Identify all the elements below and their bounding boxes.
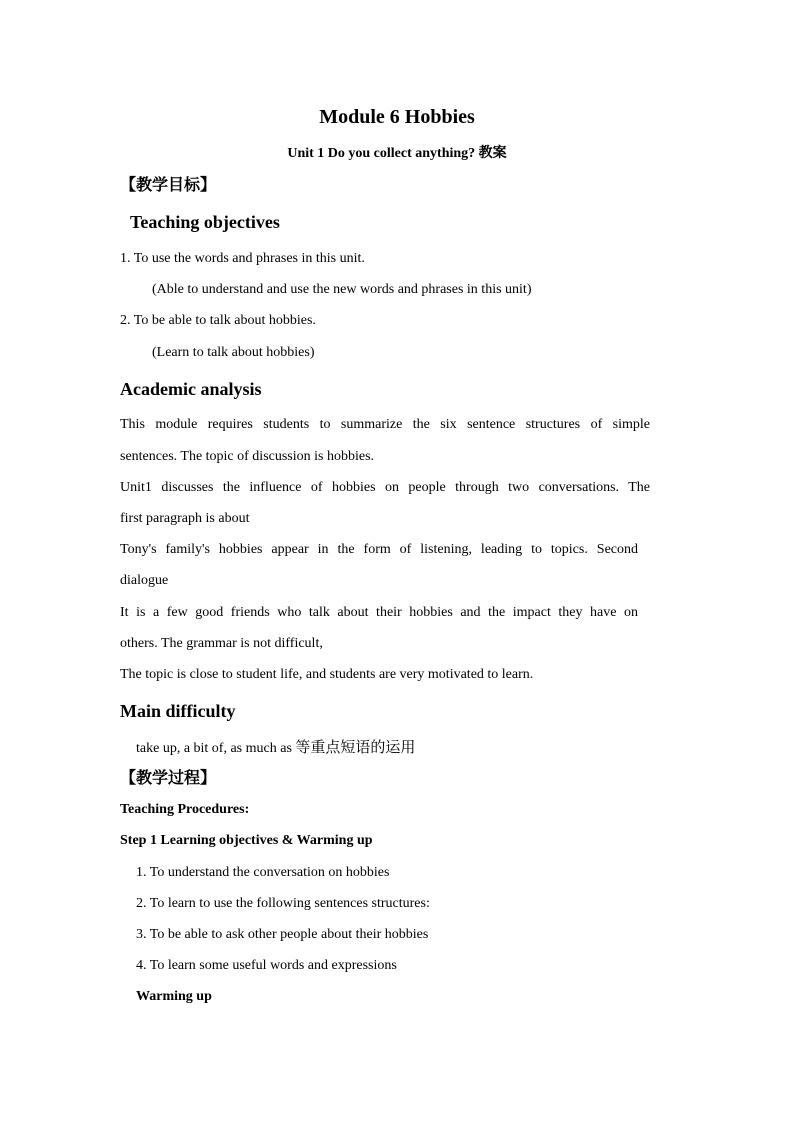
step-1-item-3: 3. To be able to ask other people about their hobbies bbox=[136, 927, 429, 942]
analysis-line-4: first paragraph is about bbox=[120, 511, 250, 526]
objective-2: 2. To be able to talk about hobbies. bbox=[120, 313, 316, 328]
teaching-goals-heading-cn: 【教学目标】 bbox=[120, 175, 217, 194]
analysis-line-2: sentences. The topic of discussion is hobbies. bbox=[120, 449, 375, 464]
difficulty-phrases-en: take up, a bit of, as much as bbox=[136, 741, 296, 756]
teaching-procedures-heading: Teaching Procedures: bbox=[120, 802, 250, 817]
academic-analysis-heading: Academic analysis bbox=[120, 379, 262, 399]
step-1-item-2: 2. To learn to use the following sentences structures: bbox=[136, 896, 430, 911]
analysis-line-6: dialogue bbox=[120, 573, 169, 588]
step-1-item-1: 1. To understand the conversation on hobbies bbox=[136, 865, 390, 880]
difficulty-line bbox=[136, 738, 415, 758]
document-subtitle: Unit 1 Do you collect anything? 教案 bbox=[287, 146, 507, 161]
teaching-process-heading-cn: 【教学过程】 bbox=[120, 768, 217, 787]
step-1-item-4: 4. To learn some useful words and expressions bbox=[136, 958, 397, 973]
analysis-line-8: others. The grammar is not difficult, bbox=[120, 636, 323, 651]
objective-1: 1. To use the words and phrases in this unit. bbox=[120, 251, 365, 266]
objective-2-note: (Learn to talk about hobbies) bbox=[152, 345, 315, 360]
analysis-line-9: The topic is close to student life, and students are very motivated to learn. bbox=[120, 667, 534, 682]
analysis-line-5: Tony's family's hobbies appear in the form of listening, leading to topics. Second bbox=[120, 542, 638, 557]
teaching-objectives-heading: Teaching objectives bbox=[130, 212, 280, 232]
analysis-line-7: It is a few good friends who talk about their hobbies and the impact they have on bbox=[120, 605, 638, 620]
analysis-line-3: Unit1 discusses the influence of hobbies on people through two conversations. The bbox=[120, 480, 650, 495]
objective-1-note: (Able to understand and use the new words and phrases in this unit) bbox=[152, 282, 532, 297]
step-1-title: Step 1 Learning objectives & Warming up bbox=[120, 833, 373, 848]
main-difficulty-heading: Main difficulty bbox=[120, 701, 236, 721]
difficulty-phrases-cn: 等重点短语的运用 bbox=[295, 738, 416, 756]
analysis-line-1: This module requires students to summarize the six sentence structures of simple bbox=[120, 417, 650, 432]
warming-up-heading: Warming up bbox=[136, 989, 212, 1004]
document-title: Module 6 Hobbies bbox=[319, 106, 475, 128]
